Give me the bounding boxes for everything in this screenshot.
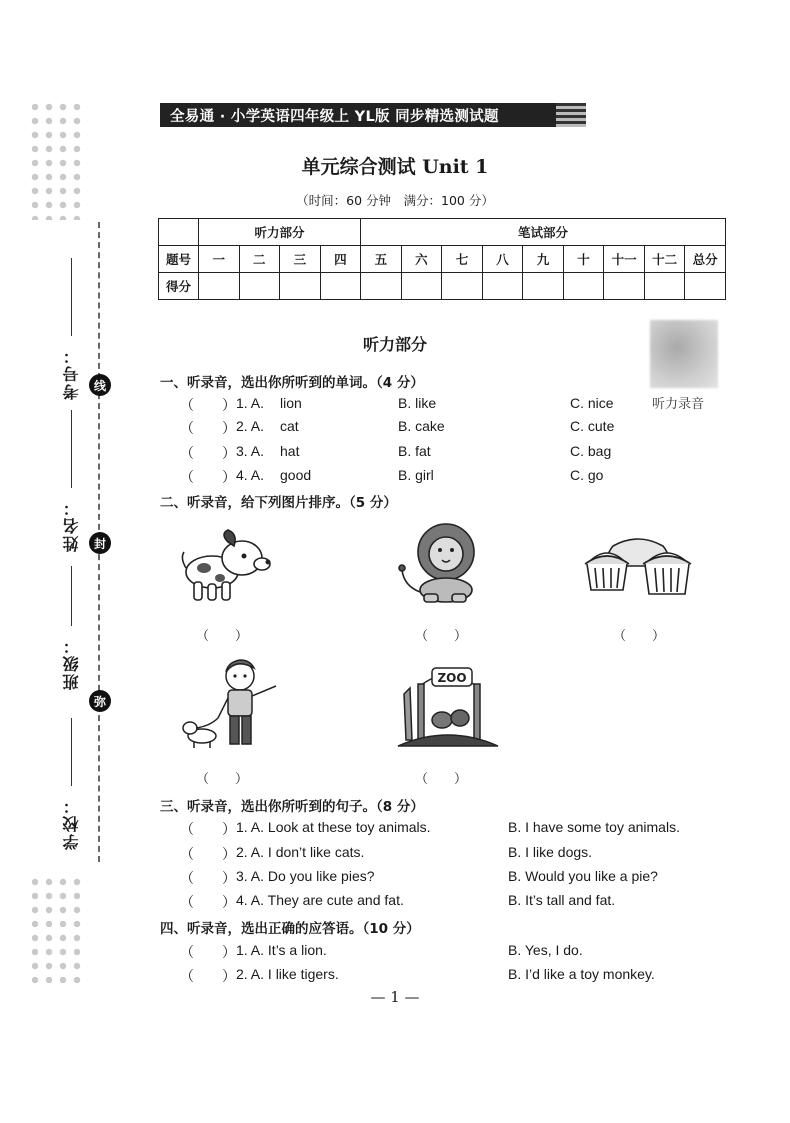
col-5: 五 [361,246,402,273]
label-exam-number: 考号： [62,346,81,400]
lion-picture [396,520,494,610]
score-table-corner [159,219,199,246]
answer-blank[interactable]: （ ） [180,895,236,911]
score-cell[interactable] [563,273,604,300]
score-cell[interactable] [604,273,645,300]
picture-1-blank[interactable]: （ ） [195,629,248,644]
audio-qr-code-icon[interactable] [650,320,718,388]
option-b: B. like [398,395,437,411]
col-10: 十 [563,246,604,273]
zoo-sign-text: ZOO [437,671,467,685]
col-2: 二 [239,246,280,273]
audio-qr-label: 听力录音 [652,397,705,412]
line-school [71,718,72,786]
option-a: 3. A. Do you like pies? [236,868,375,884]
answer-blank[interactable]: （ ） [180,871,236,887]
row-label-score: 得分 [159,273,199,300]
label-name: 姓名： [62,498,81,552]
option-a: hat [280,443,300,459]
option-b: B. Yes, I do. [508,942,583,958]
answer-blank[interactable]: （ ） [180,398,236,414]
option-b: B. Would you like a pie? [508,868,658,884]
section1-heading: 一、听录音，选出你所听到的单词。（4 分） [160,375,424,391]
score-cell-total[interactable] [685,273,726,300]
zoo-picture [396,654,500,750]
page-title: 单元综合测试 Unit 1 [301,156,489,178]
picture-4-blank[interactable]: （ ） [195,772,248,787]
answer-blank[interactable]: （ ） [180,969,236,985]
option-b: B. girl [398,467,434,483]
option-c: C. nice [570,395,614,411]
score-table-group-row [159,219,726,246]
option-a: 2. A. I don’t like cats. [236,844,365,860]
option-a: 4. A. They are cute and fat. [236,892,404,908]
item-number: 4. A. [236,467,265,483]
col-8: 八 [482,246,523,273]
label-school: 学校： [62,796,81,850]
picture-3-blank[interactable]: （ ） [612,629,665,644]
option-b: B. cake [398,418,445,434]
answer-blank[interactable]: （ ） [180,446,236,462]
time-and-score-info: （时间：60 分钟 满分：100 分） [296,193,494,208]
dog-picture [178,528,272,604]
col-1: 一 [199,246,240,273]
row-label-question: 题号 [159,246,199,273]
seal-feng: 封 [89,532,111,554]
score-cell[interactable] [482,273,523,300]
answer-blank[interactable]: （ ） [180,470,236,486]
score-table-score-row [159,273,726,300]
option-c: C. go [570,467,604,483]
col-6: 六 [401,246,442,273]
option-b: B. I have some toy animals. [508,819,680,835]
section4-heading: 四、听录音，选出正确的应答语。（10 分） [160,921,420,937]
col-9: 九 [523,246,564,273]
picture-5-blank[interactable]: （ ） [414,772,467,787]
score-cell[interactable] [199,273,240,300]
option-a: cat [280,418,299,434]
answer-blank[interactable]: （ ） [180,421,236,437]
col-12: 十二 [644,246,685,273]
dot-pattern-bottom [28,875,88,985]
score-cell[interactable] [320,273,361,300]
item-number: 1. A. [236,395,265,411]
series-banner: 全易通 · 小学英语四年级上 YL版 同步精选测试题 [160,103,566,127]
answer-blank[interactable]: （ ） [180,945,236,961]
answer-blank[interactable]: （ ） [180,822,236,838]
line-exam-number [71,258,72,336]
label-class: 班级： [62,636,81,690]
score-cell[interactable] [523,273,564,300]
seal-mi: 弥 [89,690,111,712]
banner-stripes [556,103,586,127]
line-name [71,410,72,488]
option-b: B. It’s tall and fat. [508,892,616,908]
section2-heading: 二、听录音，给下列图片排序。（5 分） [160,495,397,511]
picture-2-blank[interactable]: （ ） [414,629,467,644]
option-c: C. bag [570,443,612,459]
cakes-picture [583,538,693,600]
item-number: 3. A. [236,443,265,459]
option-a: 1. A. Look at these toy animals. [236,819,431,835]
col-3: 三 [280,246,321,273]
answer-blank[interactable]: （ ） [180,847,236,863]
col-4: 四 [320,246,361,273]
item-number: 2. A. [236,418,265,434]
option-a: 1. A. It’s a lion. [236,942,327,958]
group-writing: 笔试部分 [361,219,726,246]
score-cell[interactable] [644,273,685,300]
col-7: 七 [442,246,483,273]
page-number: — 1 — [370,988,420,1006]
score-table-question-row [159,246,726,273]
score-cell[interactable] [239,273,280,300]
section3-heading: 三、听录音，选出你所听到的句子。（8 分） [160,799,424,815]
option-a: 2. A. I like tigers. [236,966,339,982]
score-cell[interactable] [280,273,321,300]
option-c: C. cute [570,418,615,434]
score-cell[interactable] [401,273,442,300]
option-a: lion [280,395,302,411]
listening-section-title: 听力部分 [362,335,427,354]
option-a: good [280,467,312,483]
col-total: 总分 [685,246,726,273]
seal-xian: 线 [89,374,111,396]
boy-with-dog-picture [180,656,285,752]
score-table [158,218,726,300]
score-cell[interactable] [442,273,483,300]
option-b: B. fat [398,443,431,459]
option-b: B. I’d like a toy monkey. [508,966,655,982]
option-b: B. I like dogs. [508,844,593,860]
col-11: 十一 [604,246,645,273]
score-cell[interactable] [361,273,402,300]
group-listening: 听力部分 [199,219,361,246]
line-class [71,566,72,626]
